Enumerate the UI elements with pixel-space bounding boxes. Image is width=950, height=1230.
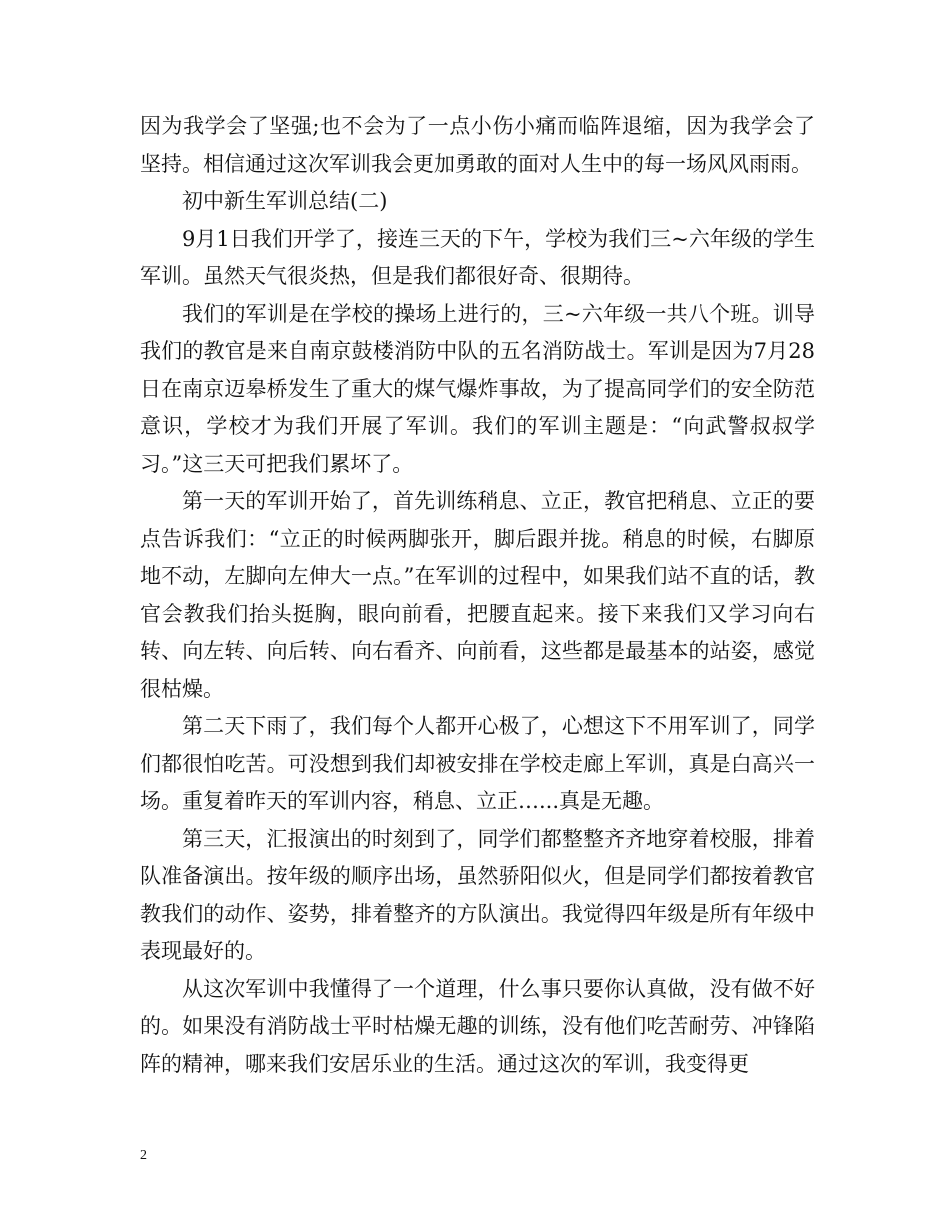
paragraph: 第一天的军训开始了，首先训练稍息、立正，教官把稍息、立正的要点告诉我们：“立正的时候两脚张开，脚后跟并拢。稍息的时候，右脚原地不动，左脚向左伸大一点。”在军训的过程中，如果我们站不直的话，教官会教我们抬头挺胸，眼向前看，把腰直起来。接下来我们又学习向右转、向左转、向后转、向右看齐、向前看，这些都是最基本的站姿，感觉很枯燥。 xyxy=(140,489,815,701)
paragraph: 第三天，汇报演出的时刻到了，同学们都整整齐齐地穿着校服，排着队准备演出。按年级的顺序出场，虽然骄阳似火，但是同学们都按着教官教我们的动作、姿势，排着整齐的方队演出。我觉得四年级是所有年级中表现最好的。 xyxy=(140,826,815,963)
paragraph: 9月1日我们开学了，接连三天的下午，学校为我们三~六年级的学生军训。虽然天气很炎热，但是我们都很好奇、很期待。 xyxy=(140,226,815,288)
paragraph: 第二天下雨了，我们每个人都开心极了，心想这下不用军训了，同学们都很怕吃苦。可没想到我们却被安排在学校走廊上军训，真是白高兴一场。重复着昨天的军训内容，稍息、立正…...真是无趣。 xyxy=(140,714,815,813)
section-heading: 初中新生军训总结(二) xyxy=(182,189,388,213)
document-body xyxy=(140,108,815,1083)
paragraph: 我们的军训是在学校的操场上进行的，三~六年级一共八个班。训导我们的教官是来自南京鼓楼消防中队的五名消防战士。军训是因为7月28日在南京迈皋桥发生了重大的煤气爆炸事故，为了提高同学们的安全防范意识，学校才为我们开展了军训。我们的军训主题是：“向武警叔叔学习。”这三天可把我们累坏了。 xyxy=(140,301,815,476)
paragraph: 从这次军训中我懂得了一个道理，什么事只要你认真做，没有做不好的。如果没有消防战士平时枯燥无趣的训练，没有他们吃苦耐劳、冲锋陷阵的精神，哪来我们安居乐业的生活。通过这次的军训，我变得更 xyxy=(140,976,815,1076)
page-number: 2 xyxy=(140,1148,147,1163)
paragraph-continuation: 因为我学会了坚强;也不会为了一点小伤小痛而临阵退缩，因为我学会了坚持。相信通过这次军训我会更加勇敢的面对人生中的每一场风风雨雨。 xyxy=(140,114,815,176)
